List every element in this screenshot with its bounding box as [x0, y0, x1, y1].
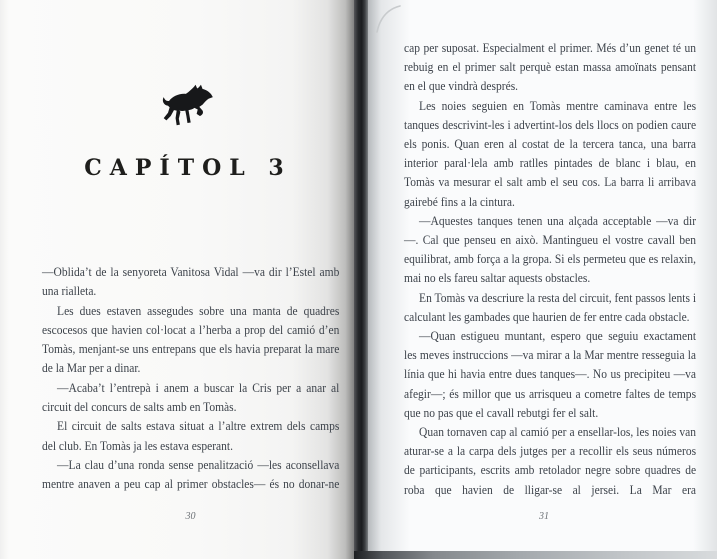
- paragraph: cap per suposat. Especialment el primer. Més d’un genet té un rebuig en el primer salt perquè estan massa amoïnats pensant en el que vindrà després.: [404, 40, 697, 94]
- paragraph: —Acaba’t l’entrepà i anem a buscar la Cris per a anar al circuit del concurs de salts amb en Tomàs.: [42, 379, 340, 415]
- paragraph: Quan tornaven cap al camió per a ensellar-los, les noies van aturar-se a la carpa dels jutges per a recollir els seus números de participants, escrits amb retolador negre sobre quadres de roba que havien de lligar-se al jersei. La Mar era: [404, 424, 697, 497]
- paragraph: —Aquestes tanques tenen una alçada acceptable —va dir—. Cal que penseu en això. Mantingueu el vostre cavall ben equilibrat, amb força a la gropa. Si els permeteu que es relaxin, mai no els fareu saltar aquests obstacles.: [404, 212, 697, 286]
- right-page-number: 31: [539, 511, 549, 522]
- left-page: [0, 0, 356, 559]
- paragraph: El circuit de salts estava situat a l’altre extrem dels camps del club. En Tomàs ja les estava esperant.: [42, 418, 340, 453]
- paragraph: Les noies seguien en Tomàs mentre caminava entre les tanques descrivint-les i advertint-los dels llocs on podien caure els ponis. Quan eren al costat de la tercera tanca, una barra interior paral·lela amb ratlles pintades de blanc i blau, en Tomàs va mesurar el salt amb el seu cos. La barra li arribava gairebé fins a la cintura.: [404, 97, 697, 209]
- page-crease-mark: [375, 4, 403, 34]
- left-page-text: [42, 262, 339, 494]
- paragraph: En Tomàs va descriure la resta del circuit, fent passos lents i calculant les gambades que haurien de fer entre cada obstacle.: [404, 289, 697, 324]
- chapter-title: CAPÍTOL 3: [84, 155, 292, 181]
- paragraph: —Oblida’t de la senyoreta Vanitosa Vidal —va dir l’Estel amb una rialleta.: [42, 264, 340, 299]
- left-page-number: 30: [185, 511, 196, 522]
- paragraph: —Quan estigueu muntant, espero que seguiu exactament les meves instruccions —va mirar a la Mar mentre resseguia la línia que hi havia entre dues tanques—. No us precipiteu —va afegir—; és millor que us arrisqueu a cometre faltes de temps que no pas que el cavall rebutgi fer el salt.: [404, 328, 697, 420]
- page-bottom-edge-shadow: [354, 551, 717, 559]
- paragraph: —La clau d’una ronda sense penalització —les aconsellava mentre anaven a peu cap al primer obstacles— és no donar-ne: [42, 456, 340, 492]
- right-page: [368, 0, 717, 552]
- horse-icon: [161, 84, 215, 134]
- book-gutter-shadow: [354, 0, 368, 559]
- chapter-heading: [30, 84, 346, 181]
- paragraph: Les dues estaven assegudes sobre una manta de quadres escocesos que havien col·locat a l’herba a prop del camió d’en Tomàs, menjant-se uns entrepans que els havia preparat la mare de la Mar per a dinar.: [42, 302, 340, 376]
- right-page-text: [404, 38, 696, 499]
